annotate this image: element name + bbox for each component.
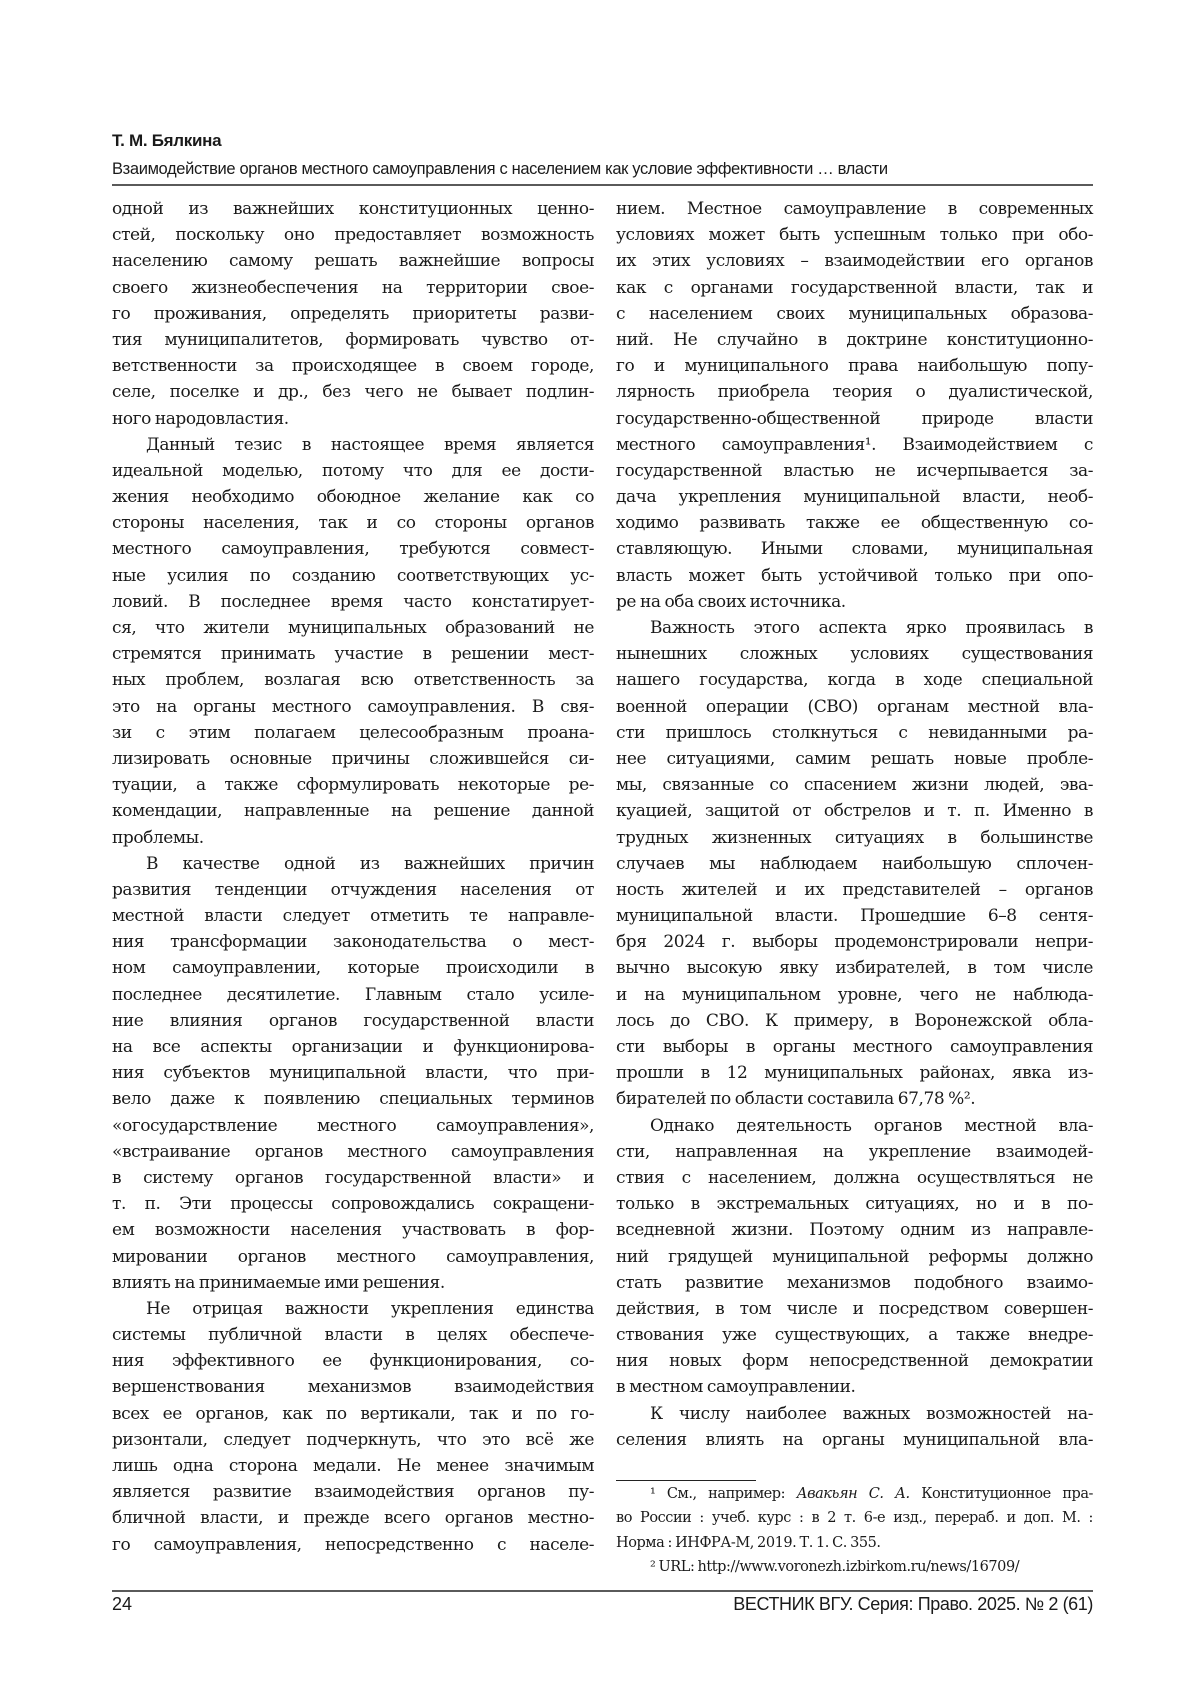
text-line: условиях может быть успешным только при обо- (616, 225, 1093, 246)
text-line: В качестве одной из важнейших причин (146, 853, 594, 874)
text-line: ния эффективного ее функционирования, со- (112, 1351, 594, 1372)
text-line: стремятся принимать участие в решении мест- (112, 644, 594, 665)
text-line: местного самоуправления, требуются совмест- (112, 539, 594, 560)
text-line: это на органы местного самоуправления. В свя- (112, 696, 594, 717)
text-line: лишь одна сторона медали. Не менее значимым (112, 1456, 594, 1476)
header-divider (112, 184, 1093, 186)
text-line: всех ее органов, как по вертикали, так и по го- (112, 1403, 594, 1424)
text-line: развития тенденции отчуждения населения от (112, 879, 594, 900)
footnote-1 (616, 1486, 1093, 1510)
text-line: их этих условиях – взаимодействии его органов (616, 251, 1093, 272)
text-line: ние влияния органов государственной власти (112, 1010, 594, 1031)
text-line: тия муниципалитетов, формировать чувство от- (112, 329, 594, 350)
text-line: Не отрицая важности укрепления единства (146, 1298, 594, 1319)
text-line: ризонтали, следует подчеркнуть, что это всё же (112, 1429, 594, 1450)
text-line: ном самоуправлении, которые происходили в (112, 958, 594, 979)
text-line: вершенствования механизмов взаимодействия (112, 1377, 594, 1398)
text-line: ния новых форм непосредственной демократии (616, 1351, 1093, 1372)
text-line: К числу наиболее важных возможностей на- (650, 1403, 1093, 1424)
text-line: Однако деятельность органов местной вла- (650, 1115, 1093, 1136)
text-line: лизировать основные причины сложившейся си- (112, 748, 594, 769)
text-line: селения влиять на органы муниципальной вла- (616, 1429, 1093, 1450)
text-line: ре на оба своих источника. (616, 591, 846, 612)
text-line: ний. Не случайно в доктрине конституционно- (616, 329, 1093, 350)
text-line: бличной власти, и прежде всего органов местно- (112, 1508, 594, 1529)
text-line: идеальной моделью, потому что для ее дости- (112, 460, 594, 481)
text-line: только в экстремальных ситуациях, но и в по- (616, 1194, 1093, 1215)
text-line: трудных жизненных ситуациях в большинстве (616, 827, 1093, 848)
text-line: своего жизнеобеспечения на территории свое- (112, 277, 594, 298)
text-line: на все аспекты организации и функционирова- (112, 1037, 594, 1057)
footnote-1-author: Авакьян С. А. (796, 1486, 910, 1502)
text-line: власть может быть устойчивой только при опо- (616, 565, 1093, 586)
text-line: и на муниципальном уровне, чего не наблюда- (616, 984, 1093, 1005)
text-line: военной операции (СВО) органам местной вла- (616, 696, 1093, 717)
text-line: нашего государства, когда в ходе специальной (616, 670, 1093, 691)
text-line: сти выборы в органы местного самоуправления (616, 1037, 1093, 1057)
text-line: ловий. В последнее время часто констатирует- (112, 591, 594, 612)
text-line: системы публичной власти в целях обеспече- (112, 1325, 594, 1346)
text-line: нием. Местное самоуправление в современных (616, 199, 1093, 219)
footnote-1-line: во России : учеб. курс : в 2 т. 6-е изд., перераб. и доп. М. : (616, 1510, 1093, 1527)
text-line: туации, а также сформулировать некоторые ре- (112, 775, 594, 796)
text-line: проблемы. (112, 827, 204, 848)
text-line: местного самоуправления¹. Взаимодействием с (616, 434, 1093, 455)
text-line: мировании органов местного самоуправления, (112, 1246, 594, 1267)
text-line: го проживания, определять приоритеты разви- (112, 303, 594, 324)
text-line: «встраивание органов местного самоуправления (112, 1141, 594, 1162)
text-line: бирателей по области составила 67,78 %². (616, 1089, 976, 1110)
text-line: жения необходимо обоюдное желание как со (112, 487, 594, 508)
text-line: последнее десятилетие. Главным стало усиле- (112, 984, 594, 1005)
text-line: нынешних сложных условиях существования (616, 644, 1093, 665)
text-line: как с органами государственной власти, так и (616, 277, 1093, 298)
text-line: ний грядущей муниципальной реформы должно (616, 1246, 1093, 1267)
journal-name: ВЕСТНИК ВГУ. Серия: Право. 2025. № 2 (61) (733, 1594, 1093, 1614)
text-line: лось до СВО. К примеру, в Воронежской обла- (616, 1010, 1093, 1031)
text-line: бря 2024 г. выборы продемонстрировали непри- (616, 932, 1093, 953)
text-line: стей, поскольку оно предоставляет возможность (112, 225, 594, 246)
text-line: с населением своих муниципальных образова- (616, 303, 1093, 324)
text-line: в местном самоуправлении. (616, 1377, 856, 1398)
text-line: сти, направленная на укрепление взаимодей- (616, 1141, 1093, 1162)
text-line: Важность этого аспекта ярко проявилась в (650, 618, 1093, 638)
text-line: стать развитие механизмов подобного взаимо- (616, 1272, 1093, 1293)
footer-divider (112, 1590, 1093, 1592)
author-name: Т. М. Бялкина (112, 131, 222, 150)
text-line: прошли в 12 муниципальных районах, явка из- (616, 1063, 1093, 1084)
text-line: зи с этим полагаем целесообразным проана- (112, 722, 594, 743)
text-line: муниципальной власти. Прошедшие 6–8 сентя- (616, 906, 1093, 927)
text-line: селе, поселке и др., без чего не бывает подлин- (112, 382, 594, 403)
right-text-column (616, 199, 1093, 1456)
running-title: Взаимодействие органов местного самоуправления с населением как условие эффективности … власти (112, 160, 888, 178)
text-line: ность жителей и их представителей – органов (616, 879, 1093, 900)
text-line: т. п. Эти процессы сопровождались сокращени- (112, 1194, 594, 1215)
text-line: государственно-общественной природе власти (616, 408, 1093, 429)
text-line: ходимо развивать также ее общественную со- (616, 513, 1093, 534)
text-line: ния трансформации законодательства о мест- (112, 932, 594, 953)
text-line: ствия с населением, должна осуществляться не (616, 1167, 1093, 1188)
text-line: является развитие взаимодействия органов пу- (112, 1482, 594, 1503)
text-line: «огосударствление местного самоуправления», (112, 1115, 594, 1136)
text-line: куацией, защитой от обстрелов и т. п. Именно в (616, 801, 1093, 822)
text-line: лярность приобрела теория о дуалистической, (616, 382, 1093, 403)
text-line: влиять на принимаемые ими решения. (112, 1272, 445, 1293)
text-line: стороны населения, так и со стороны органов (112, 513, 594, 534)
text-line: го и муниципального права наибольшую попу- (616, 356, 1093, 377)
text-line: случаев мы наблюдаем наибольшую сплочен- (616, 853, 1093, 874)
text-line: вседневной жизни. Поэтому одним из направле- (616, 1220, 1093, 1241)
text-line: го самоуправления, непосредственно с населе- (112, 1534, 594, 1555)
text-line: нее ситуациями, самим решать новые пробле- (616, 748, 1093, 769)
text-line: одной из важнейших конституционных ценно- (112, 199, 594, 219)
text-line: ные усилия по созданию соответствующих ус- (112, 565, 594, 586)
text-line: ных проблем, возлагая всю ответственность за (112, 670, 594, 691)
text-line: действия, в том числе и посредством совершен- (616, 1298, 1093, 1319)
text-line: ставляющую. Иными словами, муниципальная (616, 539, 1093, 560)
text-line: сти пришлось столкнуться с невиданными ра- (616, 722, 1093, 743)
left-text-column (112, 199, 594, 1561)
text-line: вело даже к появлению специальных терминов (112, 1089, 594, 1110)
text-line: дача укрепления муниципальной власти, необ- (616, 487, 1093, 508)
text-line: комендации, направленные на решение данной (112, 801, 594, 822)
text-line: государственной властью не исчерпывается за- (616, 460, 1093, 481)
text-line: мы, связанные со спасением жизни людей, эва- (616, 775, 1093, 796)
footnote-1-text: Конституционное пра- (909, 1486, 1094, 1502)
footnote-1-line: Норма : ИНФРА-М, 2019. Т. 1. С. 355. (616, 1534, 881, 1551)
text-line: ем возможности населения участвовать в фор- (112, 1220, 594, 1241)
text-line: населению самому решать важнейшие вопросы (112, 251, 594, 272)
text-line: в систему органов государственной власти» и (112, 1167, 594, 1188)
footnote-1-prefix: ¹ См., например: (650, 1486, 797, 1502)
text-line: вычно высокую явку избирателей, в том числе (616, 958, 1093, 979)
text-line: ствования уже существующих, а также внедре- (616, 1325, 1093, 1346)
text-line: Данный тезис в настоящее время является (146, 434, 594, 455)
footnote-2[interactable]: ² URL: http://www.voronezh.izbirkom.ru/news/16709/ (650, 1558, 1020, 1575)
page-number: 24 (112, 1594, 133, 1614)
text-line: ния субъектов муниципальной власти, что при- (112, 1063, 594, 1084)
text-line: ветственности за происходящее в своем городе, (112, 356, 594, 377)
text-line: местной власти следует отметить те направле- (112, 906, 594, 927)
footnotes (616, 1476, 1093, 1583)
text-line: ся, что жители муниципальных образований не (112, 618, 594, 638)
text-line: ного народовластия. (112, 408, 289, 429)
